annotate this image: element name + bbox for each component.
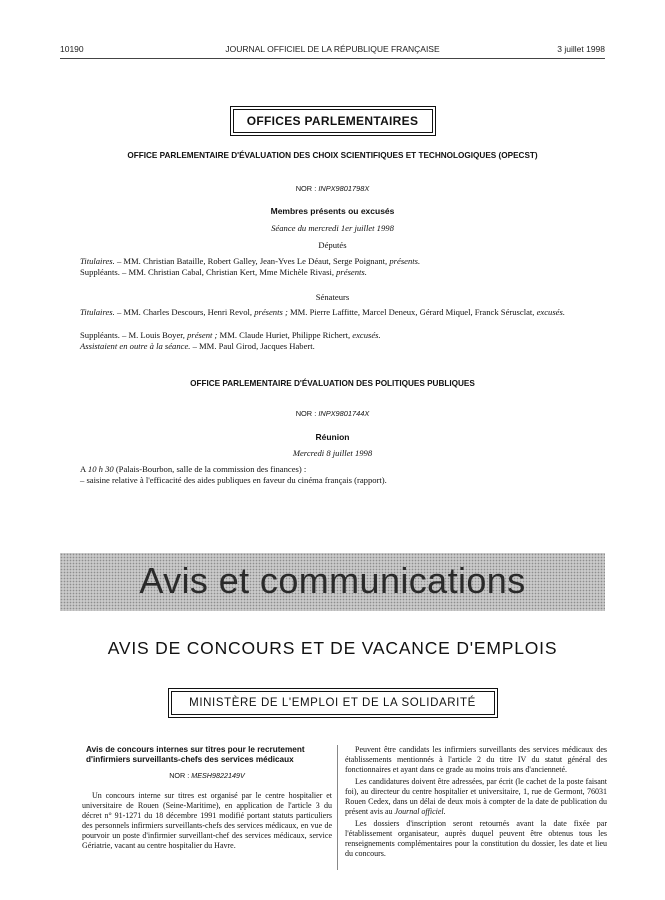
nor-label: NOR : <box>295 184 319 193</box>
opecst-nor <box>60 184 605 193</box>
assistaient <box>80 341 603 352</box>
titulaires-names: – MM. Charles Descours, Henri Revol, <box>114 307 255 317</box>
status-present: présent ; <box>187 330 218 340</box>
notice-paragraph: Les dossiers d'inscription seront retournés avant la date fixée par l'établissement organisateur, auprès duquel peuvent être obtenus tous les renseignements complémentaires pour la constitution du dossier, les date et lieu du concours. <box>345 819 607 858</box>
page-number: 10190 <box>60 44 84 54</box>
opecst-subtitle: Membres présents ou excusés <box>270 206 395 216</box>
notice-paragraph: Un concours interne sur titres est organisé par le centre hospitalier et universitaire de Rouen (Seine-Maritime), en application de l'article 3 du décret n° 91-1271 du 18 décembre 1991 modifié portant statuts particuliers des personnels infirmiers surveillants-chefs des services médicaux, en vue de pourvoir un poste d'infirmier surveillant-chef des services médicaux, service Gériatrie, vacant au centre hospitalier du Havre. <box>82 791 332 850</box>
meeting-time: 10 h 30 <box>87 464 114 474</box>
line-prefix: A <box>80 464 88 474</box>
ministere-box <box>168 688 498 718</box>
titulaires-names: – MM. Christian Bataille, Robert Galley, Jean-Yves Le Déaut, Serge Poignant, <box>114 256 390 266</box>
senateurs-heading: Sénateurs <box>315 292 350 302</box>
politiques-line-1 <box>80 464 603 475</box>
header-rule <box>60 58 605 59</box>
senateurs-suppleants <box>80 330 603 341</box>
deputes-suppleants <box>80 267 603 278</box>
nor-code: INPX9801744X <box>318 409 370 418</box>
suppleants-label: Suppléants. <box>80 267 120 277</box>
titulaires-label: Titulaires. <box>80 307 115 317</box>
politiques-title: OFFICE PARLEMENTAIRE D'ÉVALUATION DES POLITIQUES PUBLIQUES <box>190 379 475 388</box>
nor-label: NOR : <box>295 409 319 418</box>
avis-communications-banner <box>60 553 605 611</box>
opecst-session: Séance du mercredi 1er juillet 1998 <box>271 223 394 233</box>
politiques-subtitle: Réunion <box>315 432 350 442</box>
status-excuses: excusés. <box>536 307 565 317</box>
offices-parlementaires-box <box>230 106 436 136</box>
notice-right-column <box>345 745 607 861</box>
deputes-heading: Députés <box>318 240 347 250</box>
assistaient-label: Assistaient en outre à la séance. <box>80 341 191 351</box>
paragraph-text: Les candidatures doivent être adressées, par écrit (le cachet de la poste faisant foi), au directeur du centre hospitalier et universitaire, 1, rue de Germont, 76031 Rouen Cedex, dans un délai de deux mois à compter de la date de publication du présent avis au <box>345 777 607 816</box>
suppleants-names-excuses: MM. Claude Huriet, Philippe Richert, <box>217 330 353 340</box>
politiques-nor <box>60 409 605 418</box>
nor-label: NOR : <box>169 771 192 780</box>
avis-section-title: AVIS DE CONCOURS ET DE VACANCE D'EMPLOIS <box>107 638 558 658</box>
assistaient-names: – MM. Paul Girod, Jacques Habert. <box>190 341 315 351</box>
notice-left-column <box>82 745 332 853</box>
deputes-titulaires <box>80 256 603 267</box>
offices-parlementaires-title: OFFICES PARLEMENTAIRES <box>233 109 433 133</box>
suppleants-names: – M. Louis Boyer, <box>119 330 188 340</box>
status-excuses: excusés. <box>352 330 381 340</box>
status-presents: présents. <box>336 267 367 277</box>
column-divider <box>337 745 338 870</box>
suppleants-label: Suppléants. <box>80 330 120 340</box>
ministere-title: MINISTÈRE DE L'EMPLOI ET DE LA SOLIDARITÉ <box>171 691 495 715</box>
titulaires-names-excuses: MM. Pierre Laffitte, Marcel Deneux, Gérard Miquel, Franck Sérusclat, <box>287 307 537 317</box>
nor-code: INPX9801798X <box>318 184 370 193</box>
suppleants-names: – MM. Christian Cabal, Christian Kert, Mme Michèle Rivasi, <box>119 267 337 277</box>
status-presents: présents ; <box>254 307 288 317</box>
page-header <box>60 44 605 58</box>
avis-banner-title: Avis et communications <box>139 560 526 601</box>
opecst-title: OFFICE PARLEMENTAIRE D'ÉVALUATION DES CHOIX SCIENTIFIQUES ET TECHNOLOGIQUES (OPECST) <box>127 151 538 160</box>
politiques-date: Mercredi 8 juillet 1998 <box>292 448 373 458</box>
nor-code: MESH9822149V <box>191 771 245 780</box>
status-presents: présents. <box>389 256 421 266</box>
notice-paragraph: Peuvent être candidats les infirmiers surveillants des services médicaux des établissements mentionnés à l'article 2 du titre IV du statut général des fonctionnaires et ayant dans ce grade au moins trois ans d'ancienneté. <box>345 745 607 774</box>
meeting-place: (Palais-Bourbon, salle de la commission des finances) : <box>113 464 307 474</box>
journal-officiel-ref: Journal officiel. <box>394 807 446 816</box>
titulaires-label: Titulaires. <box>80 256 115 266</box>
notice-nor <box>82 771 332 781</box>
notice-title: Avis de concours internes sur titres pour le recrutement d'infirmiers surveillants-chefs des services médicaux <box>86 745 305 764</box>
journal-title: JOURNAL OFFICIEL DE LA RÉPUBLIQUE FRANÇAISE <box>225 44 440 54</box>
senateurs-titulaires <box>80 307 603 318</box>
issue-date: 3 juillet 1998 <box>557 44 605 54</box>
notice-paragraph <box>345 777 607 817</box>
politiques-line-2: – saisine relative à l'efficacité des aides publiques en faveur du cinéma français (rapport). <box>80 475 387 485</box>
